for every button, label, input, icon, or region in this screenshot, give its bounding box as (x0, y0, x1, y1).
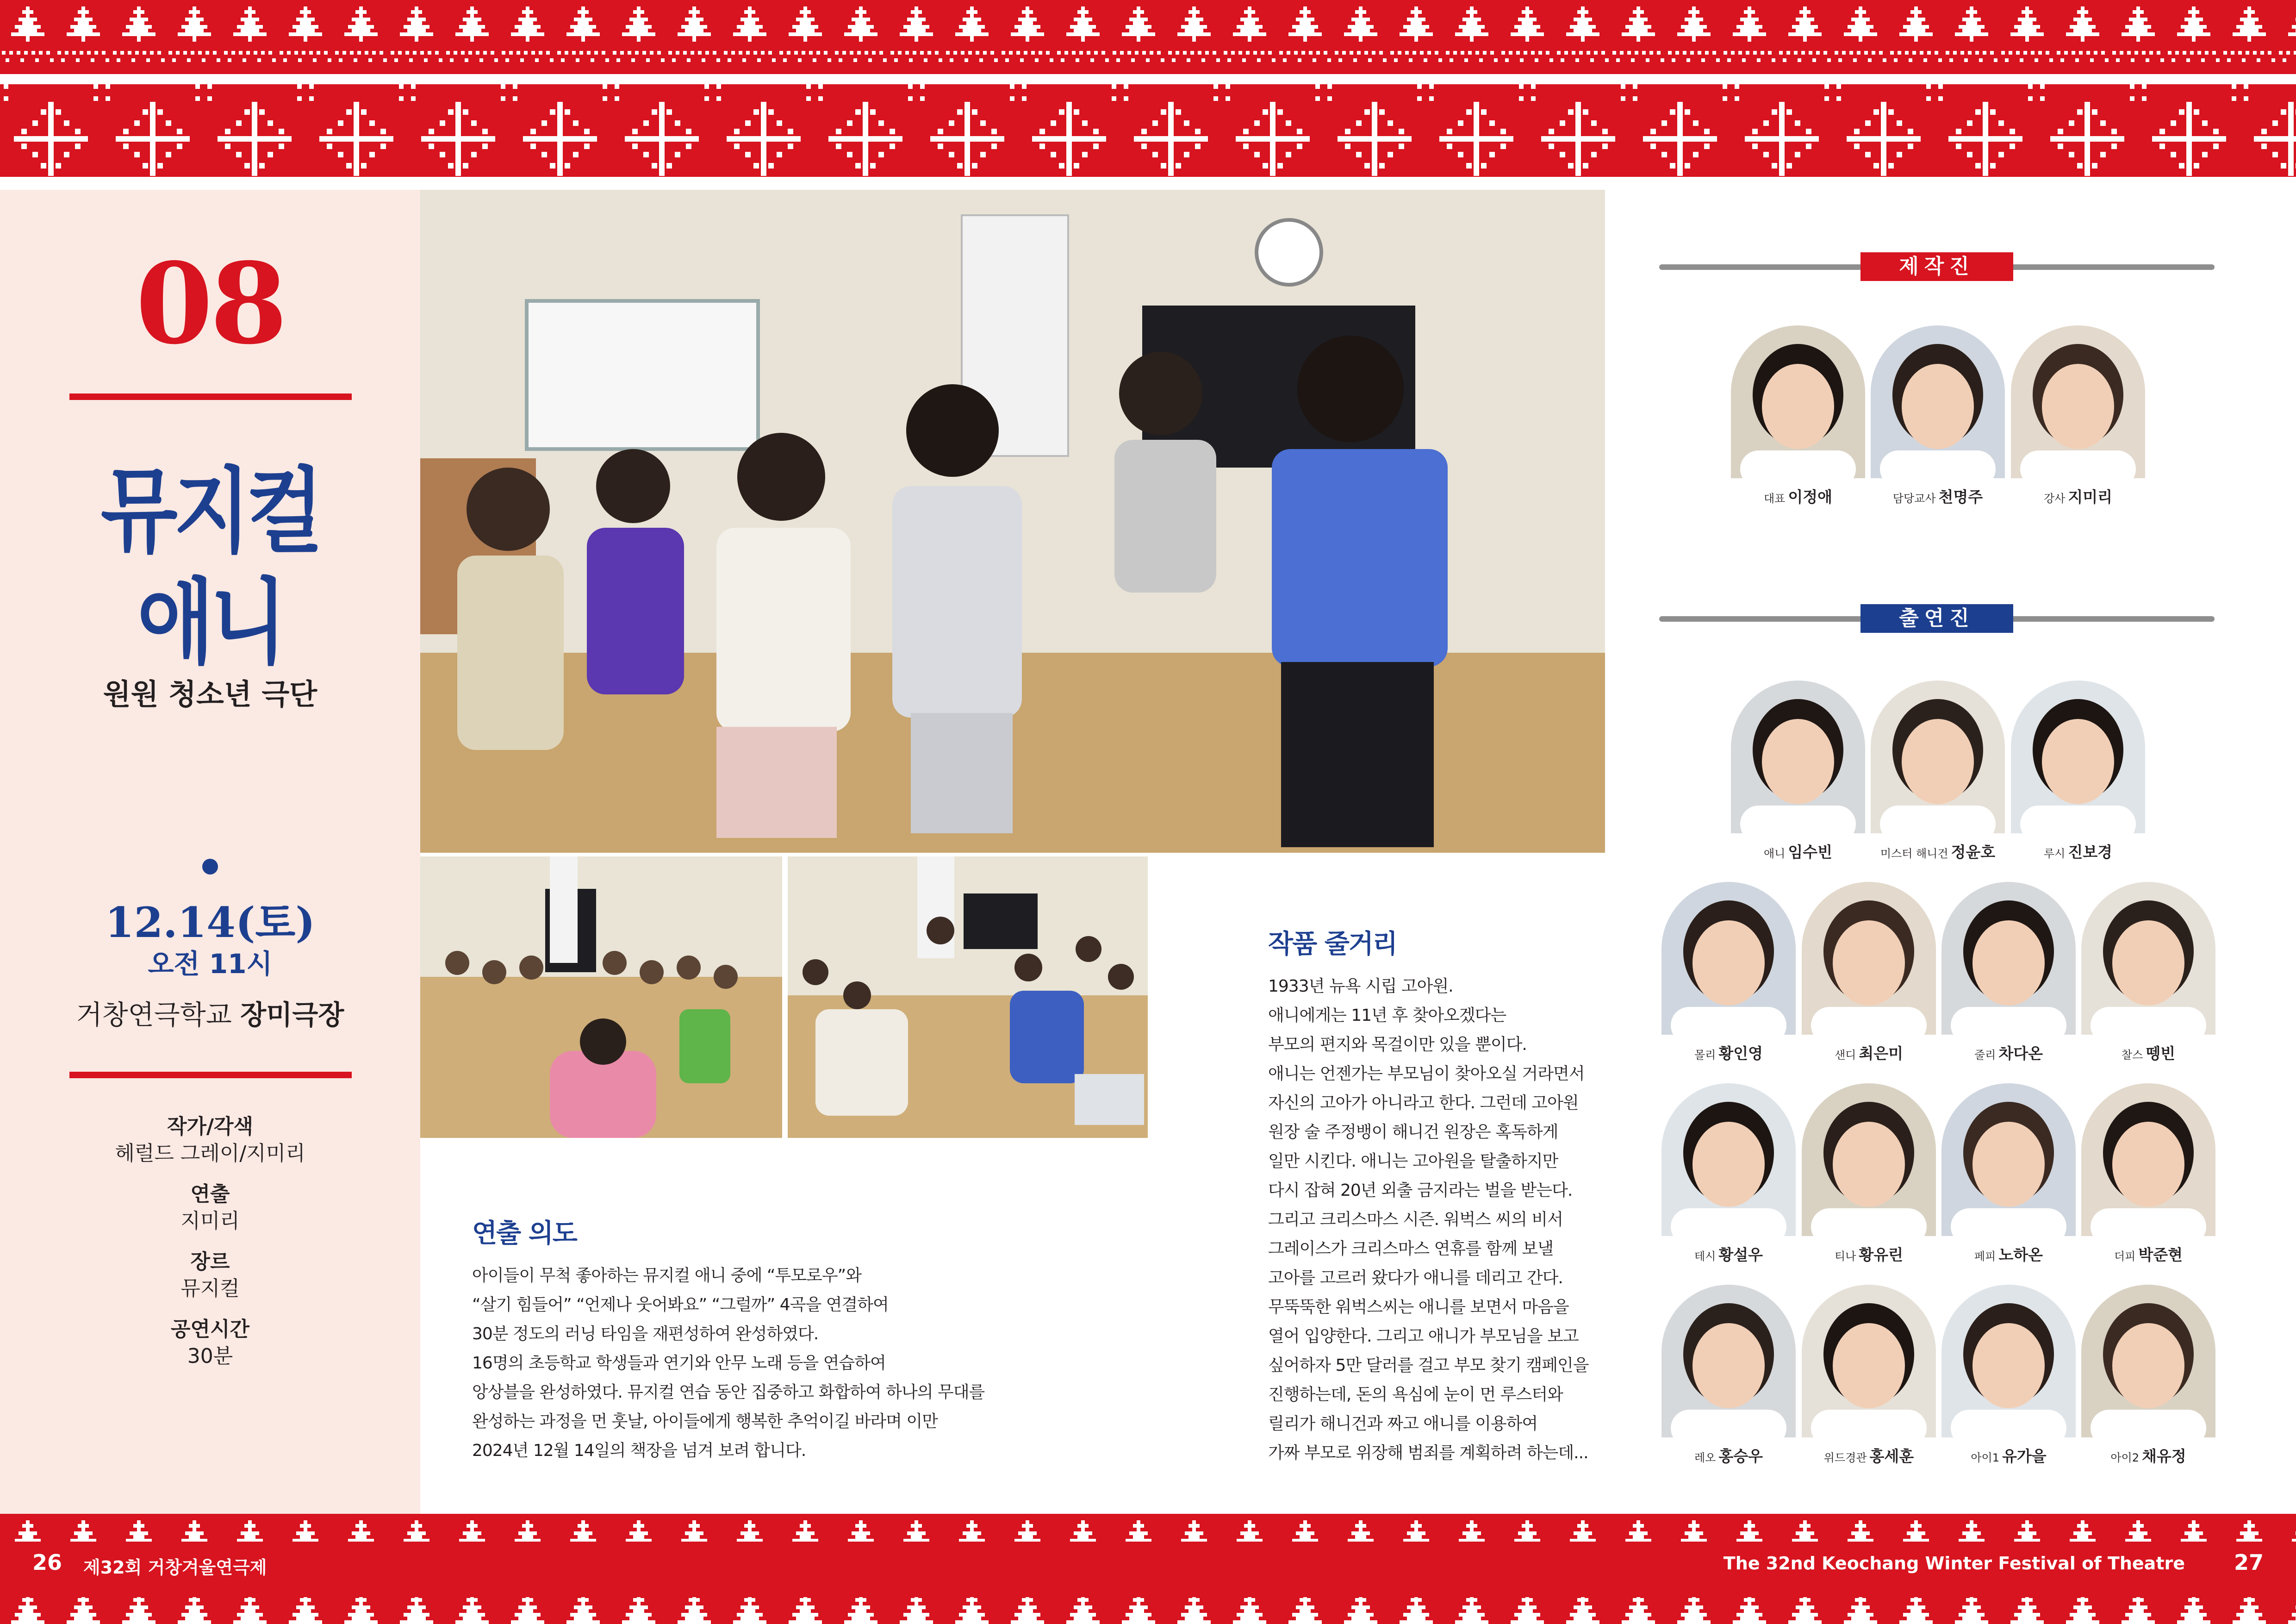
portrait-photo (1802, 1285, 1936, 1437)
portrait-photo (1802, 882, 1936, 1035)
person-name: 박준현 (2138, 1246, 2183, 1264)
cast-heading: 출연진 (1860, 604, 2013, 633)
portrait-photo (1661, 882, 1796, 1035)
person-name: 노하온 (1998, 1246, 2043, 1264)
cast-section-header (1659, 604, 2215, 633)
portrait-photo (1661, 1285, 1796, 1437)
credit-value: 헤럴드 그레이/지미리 (115, 1142, 305, 1165)
person-role: 페피 (1974, 1250, 1996, 1263)
person-name: 홍세훈 (1869, 1447, 1914, 1465)
person-name: 채유정 (2142, 1447, 2186, 1465)
person-caption (2074, 1444, 2222, 1466)
intent-heading: 연출 의도 (472, 1218, 577, 1249)
divider-bottom (69, 1072, 352, 1078)
program-title-line1: 뮤지컬 (100, 458, 320, 566)
person-caption (1795, 1042, 1943, 1063)
credit-runtime (0, 1316, 420, 1370)
portrait-photo (2011, 325, 2145, 478)
portrait-photo (1941, 1083, 2076, 1236)
portrait-photo (1941, 1285, 2076, 1437)
venue-name: 장미극장 (240, 999, 344, 1031)
person-role: 루시 (2043, 847, 2066, 860)
program-info-panel (0, 190, 420, 1514)
page-number-left: 26 (32, 1550, 62, 1575)
portrait-photo (1941, 882, 2076, 1035)
program-number: 08 (136, 238, 285, 369)
credit-value: 뮤지컬 (180, 1277, 240, 1300)
credit-label: 공연시간 (170, 1318, 249, 1341)
venue-prefix: 거창연극학교 (76, 999, 232, 1031)
synopsis-line: 부모의 편지와 목걸이만 있을 뿐이다. (1268, 1035, 1527, 1054)
person-role: 담당교사 (1892, 492, 1936, 505)
person-role: 미스터 해니건 (1880, 847, 1948, 860)
portrait-photo (1731, 325, 1865, 478)
person-caption (2074, 1042, 2222, 1063)
program-title-line2: 애니 (137, 569, 283, 677)
person-role: 아이1 (1971, 1451, 1999, 1464)
synopsis-line: 릴리가 해니건과 짜고 애니를 이용하여 (1268, 1414, 1538, 1433)
synopsis-line: 고아를 고르러 왔다가 애니를 데리고 간다. (1268, 1268, 1563, 1287)
synopsis (1268, 928, 1611, 1468)
person-name: 뗑빈 (2146, 1044, 2176, 1062)
director-intent (472, 1218, 1120, 1465)
portrait-photo (1871, 681, 2005, 833)
synopsis-line: 진행하는데, 돈의 욕심에 눈이 먼 루스터와 (1268, 1385, 1563, 1404)
person-name: 황설우 (1718, 1246, 1763, 1264)
synopsis-line: 원장 술 주정뱅이 해니건 원장은 혹독하게 (1268, 1123, 1558, 1142)
top-knit-border (0, 0, 2296, 190)
person-name: 황유린 (1859, 1246, 1903, 1264)
person-name: 천명주 (1938, 488, 1983, 506)
divider-top (69, 394, 352, 400)
synopsis-line: 열어 입양한다. 그리고 애니가 부모님을 보고 (1268, 1327, 1579, 1346)
person-caption (2004, 840, 2152, 862)
footer-festival-english: The 32nd Keochang Winter Festival of Theatre (1723, 1553, 2185, 1574)
portrait-photo (1871, 325, 2005, 478)
synopsis-line: 무뚝뚝한 워벅스씨는 애니를 보면서 마음을 (1268, 1298, 1569, 1317)
person-role: 테시 (1694, 1250, 1716, 1263)
person-name: 지미리 (2068, 488, 2112, 506)
person-role: 레오 (1694, 1451, 1716, 1464)
credit-label: 장르 (190, 1250, 230, 1274)
synopsis-line: 애니에게는 11년 후 찾아오겠다는 (1268, 1006, 1506, 1025)
person-caption (1935, 1243, 2083, 1265)
person-role: 티나 (1834, 1250, 1856, 1263)
synopsis-line: 그레이스가 크리스마스 연휴를 함께 보낼 (1268, 1239, 1553, 1258)
person-caption (1864, 485, 2012, 507)
person-caption (1935, 1444, 2083, 1466)
person-caption (1795, 1444, 1943, 1466)
person-role: 위드경관 (1823, 1451, 1867, 1464)
person-caption (2004, 485, 2152, 507)
portrait-photo (1731, 681, 1865, 833)
intent-line: 16명의 초등학교 학생들과 연기와 안무 노래 등을 연습하여 (472, 1354, 886, 1373)
intent-line: 30분 정도의 러닝 타임을 재편성하여 완성하였다. (472, 1324, 819, 1343)
footer-festival-korean: 제32회 거창겨울연극제 (83, 1557, 267, 1578)
synopsis-line: 애니는 언젠가는 부모님이 찾아오실 거라면서 (1268, 1064, 1585, 1083)
venue (0, 993, 420, 1032)
person-role: 대표 (1763, 492, 1786, 505)
person-name: 최은미 (1859, 1044, 1903, 1062)
person-role: 강사 (2043, 492, 2066, 505)
synopsis-line: 1933년 뉴욕 시립 고아원. (1268, 977, 1453, 996)
crew-heading: 제작진 (1860, 252, 2013, 281)
portrait-photo (2081, 882, 2215, 1035)
intent-line: “살기 힘들어” “언제나 웃어봐요” “그럴까” 4곡을 연결하여 (472, 1295, 889, 1314)
credit-director (0, 1181, 420, 1235)
person-caption (1724, 485, 1872, 507)
performance-time: 오전 11시 (148, 948, 273, 980)
page-number-right: 27 (2234, 1550, 2264, 1575)
person-caption (2074, 1243, 2222, 1265)
synopsis-line: 가짜 부모로 위장해 범죄를 계획하려 하는데... (1268, 1443, 1588, 1462)
person-role: 애니 (1763, 847, 1786, 860)
intent-line: 앙상블을 완성하였다. 뮤지컬 연습 동안 집중하고 화합하여 하나의 무대를 (472, 1383, 985, 1402)
portrait-photo (2081, 1285, 2215, 1437)
portrait-photo (1802, 1083, 1936, 1236)
synopsis-line: 일만 시킨다. 애니는 고아원을 탈출하지만 (1268, 1152, 1558, 1171)
person-name: 황인영 (1718, 1044, 1763, 1062)
person-caption (1935, 1042, 2083, 1063)
portrait-photo (1661, 1083, 1796, 1236)
synopsis-line: 다시 잡혀 20년 외출 금지라는 벌을 받는다. (1268, 1181, 1573, 1200)
person-caption (1655, 1243, 1803, 1265)
intent-line: 2024년 12월 14일의 책장을 넘겨 보려 합니다. (472, 1441, 806, 1460)
crew-section-header (1659, 252, 2215, 281)
credit-writer (0, 1113, 420, 1167)
person-name: 임수빈 (1788, 843, 1832, 861)
synopsis-line: 자신의 고아가 아니라고 한다. 그런데 고아원 (1268, 1093, 1579, 1112)
portrait-photo (2011, 681, 2145, 833)
person-name: 정윤호 (1951, 843, 1996, 861)
synopsis-line: 싶어하자 5만 달러를 걸고 부모 찾기 캠페인을 (1268, 1356, 1589, 1375)
credits-list (0, 1113, 420, 1384)
rehearsal-photo-floor (788, 856, 1148, 1138)
credit-value: 지미리 (180, 1209, 240, 1233)
credit-label: 연출 (190, 1182, 230, 1206)
troupe-name: 원원 청소년 극단 (103, 677, 317, 711)
person-role: 몰리 (1694, 1049, 1716, 1062)
person-role: 아이2 (2110, 1451, 2139, 1464)
synopsis-heading: 작품 줄거리 (1268, 929, 1397, 959)
person-role: 찰스 (2121, 1049, 2143, 1062)
intent-line: 완성하는 과정을 먼 훗날, 아이들에게 행복한 추억이길 바라며 이만 (472, 1412, 938, 1431)
person-role: 더피 (2114, 1250, 2136, 1263)
person-caption (1655, 1042, 1803, 1063)
credit-genre (0, 1249, 420, 1302)
person-name: 이정애 (1788, 488, 1832, 506)
person-caption (1795, 1243, 1943, 1265)
person-role: 줄리 (1974, 1049, 1996, 1062)
person-name: 홍승우 (1718, 1447, 1763, 1465)
person-role: 샌디 (1834, 1049, 1856, 1062)
person-caption (1655, 1444, 1803, 1466)
person-name: 차다온 (1998, 1044, 2043, 1062)
rehearsal-photo-circle (420, 856, 782, 1138)
synopsis-line: 그리고 크리스마스 시즌. 워벅스 씨의 비서 (1268, 1210, 1563, 1229)
person-name: 유가을 (2002, 1447, 2047, 1465)
person-name: 진보경 (2068, 843, 2112, 861)
intent-line: 아이들이 무척 좋아하는 뮤지컬 애니 중에 “투모로우”와 (472, 1266, 862, 1285)
bullet-dot (202, 859, 218, 874)
performance-date: 12.14(토) (105, 898, 315, 947)
person-caption (1724, 840, 1872, 862)
portrait-photo (2081, 1083, 2215, 1236)
credit-label: 작가/각색 (167, 1115, 254, 1138)
main-rehearsal-photo (420, 190, 1605, 853)
credit-value: 30분 (187, 1344, 233, 1368)
person-caption (1864, 840, 2012, 862)
